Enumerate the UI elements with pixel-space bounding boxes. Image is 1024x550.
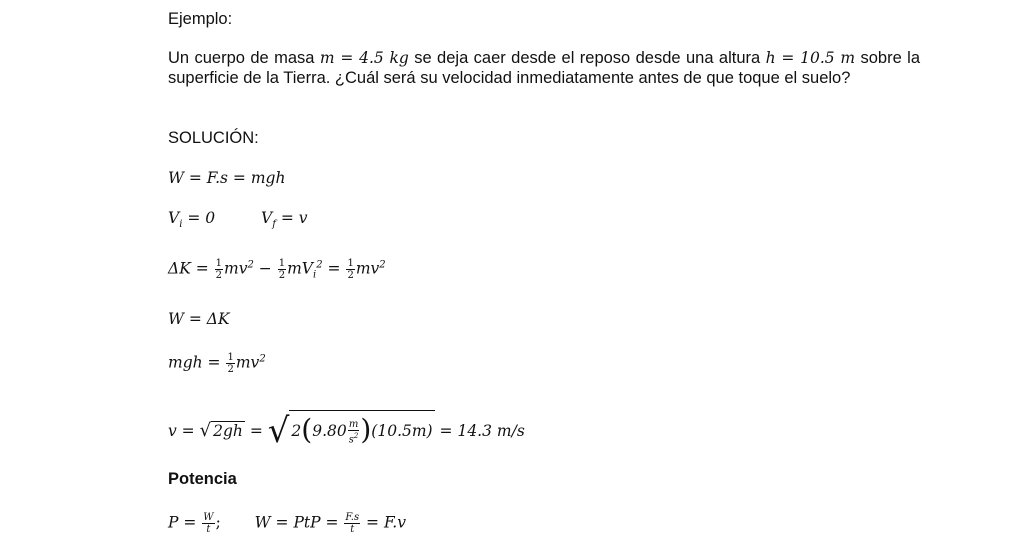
- fraction-fs-t: $\frac{F.s}{t}$: [345, 512, 360, 535]
- big-radicand: 2(9.80 $\frac{m}{s^2}$ )(10.5m): [289, 410, 434, 446]
- exp-3: 2: [379, 259, 386, 271]
- semicolon: ;: [215, 513, 221, 532]
- f-v: = F.v: [366, 513, 406, 532]
- fraction-w-t: $\frac{W}{t}$: [203, 512, 214, 535]
- height-expression: h = 10.5 m: [765, 49, 856, 67]
- equation-velocity: [168, 410, 525, 451]
- vf-symbol: V: [261, 209, 273, 227]
- equation-initial-final-velocity: [168, 209, 308, 230]
- problem-text-3: sobre la superficie de la Tierra. ¿Cuál será su velocidad inmediatamente antes de que toque el suelo?: [168, 49, 921, 87]
- mgh-lhs: mgh =: [168, 353, 221, 372]
- problem-statement: [168, 48, 920, 88]
- equation-mgh: [168, 352, 266, 375]
- h-value: (10.5m): [371, 422, 433, 440]
- vf-value: = v: [280, 209, 308, 227]
- term-mv-2: mv: [355, 259, 380, 278]
- equation-power: [168, 512, 406, 535]
- fraction-half-3: $\frac{1}{2}$: [347, 258, 354, 281]
- g-value: 9.80: [312, 422, 347, 440]
- example-label: Ejemplo:: [168, 10, 233, 28]
- vi-subscript: i: [179, 219, 183, 231]
- radicand-2gh: 2gh: [213, 422, 243, 440]
- fraction-half-4: $\frac{1}{2}$: [227, 352, 234, 375]
- power-heading: Potencia: [168, 470, 237, 488]
- w-ptp: W = PtP =: [254, 513, 339, 532]
- equation-work: W = F.s = mgh: [168, 169, 286, 187]
- mass-expression: m = 4.5 kg: [319, 49, 409, 67]
- unit-fraction: $\frac{m}{s^2}$: [348, 418, 359, 446]
- vi-value: = 0: [187, 209, 216, 227]
- velocity-result: = 14.3 m/s: [439, 422, 525, 440]
- exp-1: 2: [247, 259, 254, 271]
- term-mv: mv: [224, 259, 248, 278]
- equals-sign: =: [327, 259, 341, 278]
- sqrt-symbol-1: √: [199, 420, 212, 441]
- delta-k-lhs: ΔK =: [168, 259, 209, 278]
- problem-text-1: Un cuerpo de masa: [168, 49, 315, 67]
- problem-text-2: se deja caer desde el reposo desde una altura: [414, 49, 761, 67]
- equation-delta-k: [168, 258, 386, 281]
- sub-i: i: [313, 269, 317, 281]
- fraction-half-2: $\frac{1}{2}$: [278, 258, 286, 281]
- minus-sign: −: [258, 259, 272, 278]
- vf-subscript: f: [272, 219, 276, 231]
- equals-sign-2: =: [249, 422, 263, 440]
- exp-4: 2: [259, 353, 266, 365]
- solution-label: SOLUCIÓN:: [168, 129, 259, 147]
- fraction-half-1: $\frac{1}{2}$: [215, 258, 222, 281]
- p-lhs: P =: [168, 513, 197, 532]
- term-mvi: mV: [287, 259, 313, 278]
- v-lhs: v =: [168, 422, 195, 440]
- vi-symbol: V: [168, 209, 180, 227]
- sqrt-symbol-2: √: [267, 411, 290, 451]
- exp-2: 2: [316, 259, 323, 271]
- term-mv-3: mv: [235, 353, 260, 372]
- equation-w-delta-k: W = ΔK: [168, 310, 230, 328]
